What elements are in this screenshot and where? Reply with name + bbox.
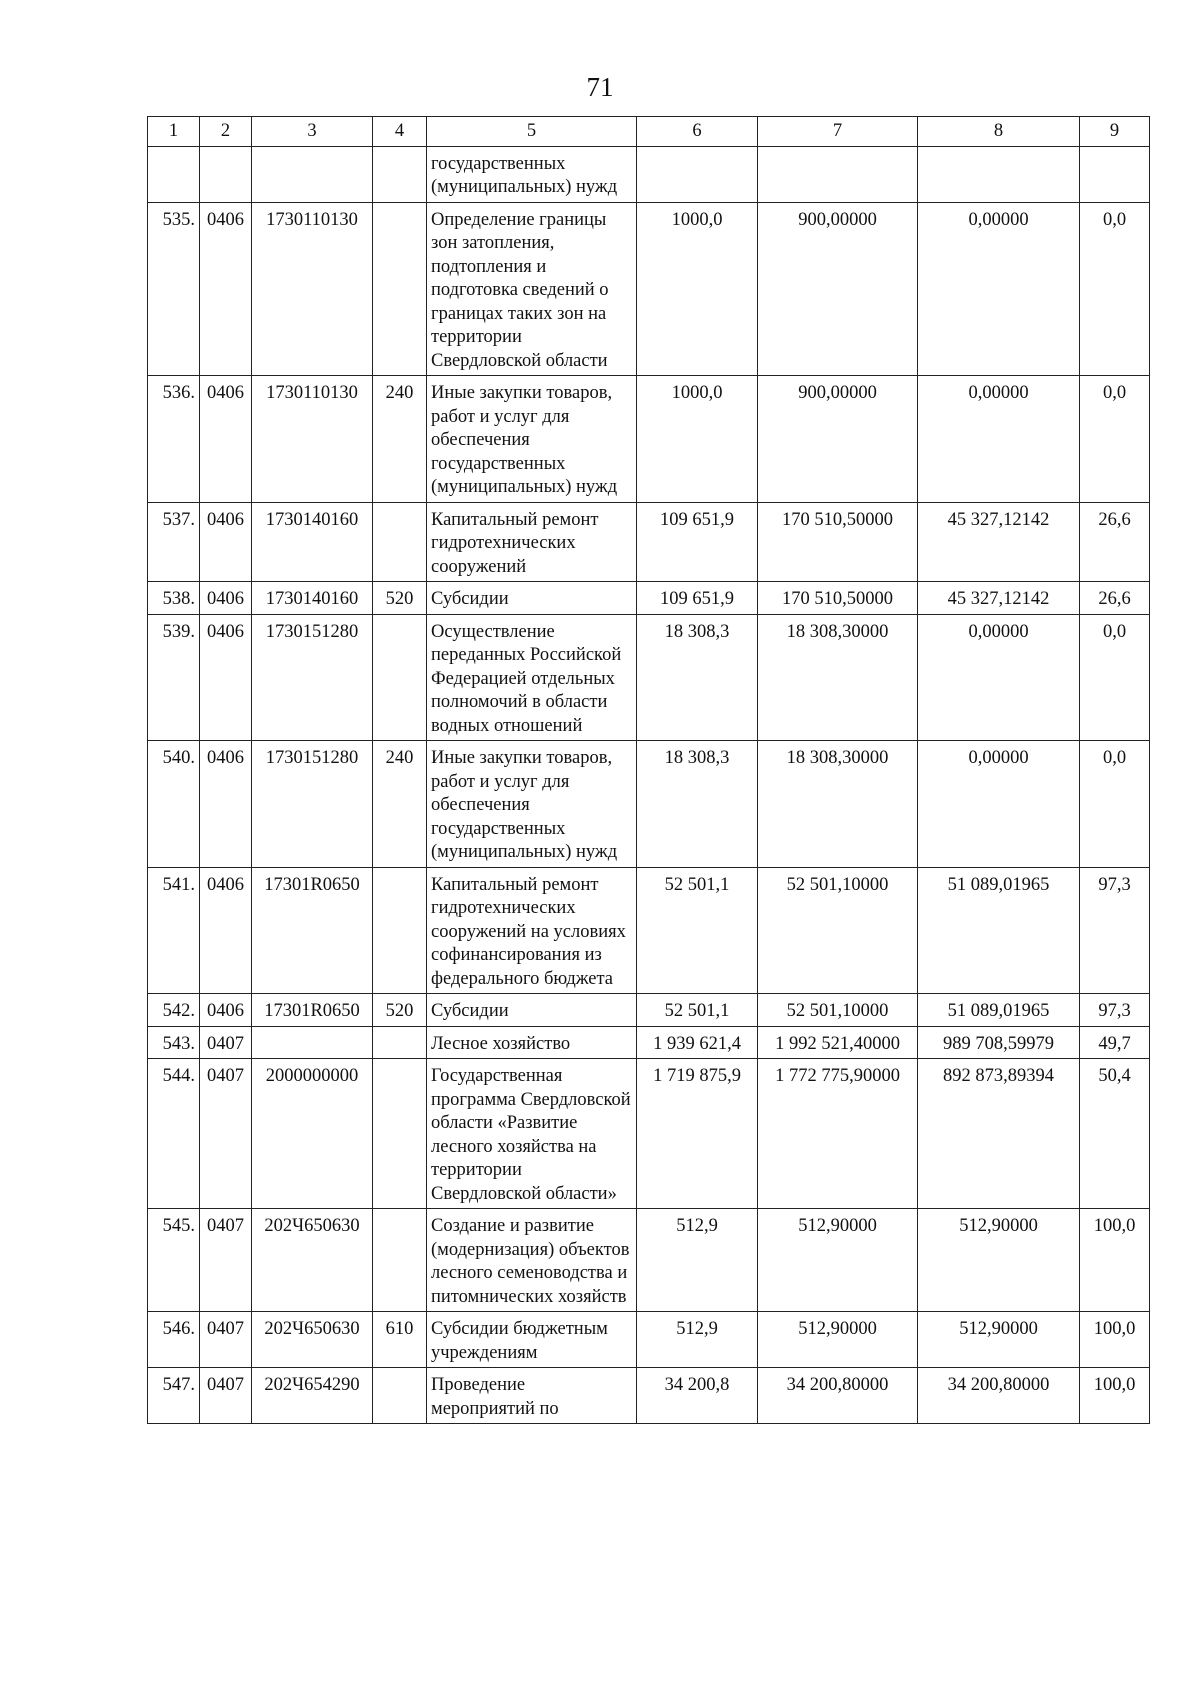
table-row: [148, 376, 1150, 503]
approved-amount: 52 501,10000: [758, 994, 918, 1027]
target-article-code: 202Ч650630: [252, 1312, 373, 1368]
executed-amount: 512,90000: [918, 1312, 1080, 1368]
item-name: Лесное хозяйство: [427, 1026, 637, 1059]
row-number: 540.: [148, 741, 200, 868]
approved-amount: 18 308,30000: [758, 741, 918, 868]
target-article-code: 1730151280: [252, 614, 373, 741]
approved-amount: 1 772 775,90000: [758, 1059, 918, 1209]
approved-amount: 900,00000: [758, 202, 918, 376]
row-number: 542.: [148, 994, 200, 1027]
executed-amount: 51 089,01965: [918, 867, 1080, 994]
section-code: 0407: [200, 1059, 252, 1209]
column-header-6: 6: [637, 117, 758, 147]
section-code: 0406: [200, 502, 252, 582]
execution-percent: 0,0: [1080, 202, 1150, 376]
table-row: [148, 582, 1150, 615]
row-number: 536.: [148, 376, 200, 503]
table-header-row: [148, 117, 1150, 147]
item-name: Определение границы зон затопления, подтопления и подготовка сведений о границах таких зон на территории Свердловской области: [427, 202, 637, 376]
target-article-code: 1730110130: [252, 202, 373, 376]
section-code: 0407: [200, 1026, 252, 1059]
plan-amount: 109 651,9: [637, 582, 758, 615]
approved-amount: 170 510,50000: [758, 502, 918, 582]
expense-type-code: [373, 502, 427, 582]
target-article-code: 17301R0650: [252, 994, 373, 1027]
execution-percent: [1080, 146, 1150, 202]
target-article-code: 1730140160: [252, 502, 373, 582]
item-name: Субсидии: [427, 994, 637, 1027]
row-number: 541.: [148, 867, 200, 994]
item-name: Капитальный ремонт гидротехнических сооружений: [427, 502, 637, 582]
item-name: Осуществление переданных Российской Федерацией отдельных полномочий в области водных отношений: [427, 614, 637, 741]
column-header-3: 3: [252, 117, 373, 147]
target-article-code: 2000000000: [252, 1059, 373, 1209]
target-article-code: 1730151280: [252, 741, 373, 868]
plan-amount: 18 308,3: [637, 741, 758, 868]
executed-amount: 892 873,89394: [918, 1059, 1080, 1209]
item-name: Проведение мероприятий по: [427, 1368, 637, 1424]
table-row: [148, 146, 1150, 202]
target-article-code: [252, 1026, 373, 1059]
column-header-5: 5: [427, 117, 637, 147]
approved-amount: [758, 146, 918, 202]
table-row: [148, 1059, 1150, 1209]
execution-percent: 100,0: [1080, 1368, 1150, 1424]
item-name: Государственная программа Свердловской области «Развитие лесного хозяйства на территории Свердловской области»: [427, 1059, 637, 1209]
table-row: [148, 994, 1150, 1027]
expense-type-code: [373, 1026, 427, 1059]
expense-type-code: 240: [373, 376, 427, 503]
row-number: 546.: [148, 1312, 200, 1368]
item-name: Капитальный ремонт гидротехнических сооружений на условиях софинансирования из федерального бюджета: [427, 867, 637, 994]
table-body: [148, 146, 1150, 1424]
section-code: 0406: [200, 867, 252, 994]
item-name: Иные закупки товаров, работ и услуг для обеспечения государственных (муниципальных) нужд: [427, 376, 637, 503]
execution-percent: 26,6: [1080, 502, 1150, 582]
section-code: 0407: [200, 1368, 252, 1424]
section-code: 0406: [200, 741, 252, 868]
executed-amount: 51 089,01965: [918, 994, 1080, 1027]
section-code: 0407: [200, 1209, 252, 1312]
page-number: 71: [586, 72, 614, 102]
plan-amount: 52 501,1: [637, 867, 758, 994]
table-row: [148, 867, 1150, 994]
target-article-code: [252, 146, 373, 202]
executed-amount: 45 327,12142: [918, 582, 1080, 615]
expense-type-code: 240: [373, 741, 427, 868]
expense-type-code: [373, 614, 427, 741]
column-header-2: 2: [200, 117, 252, 147]
item-name: Создание и развитие (модернизация) объектов лесного семеноводства и питомнических хозяйств: [427, 1209, 637, 1312]
target-article-code: 202Ч650630: [252, 1209, 373, 1312]
executed-amount: 0,00000: [918, 376, 1080, 503]
plan-amount: 1000,0: [637, 202, 758, 376]
column-header-7: 7: [758, 117, 918, 147]
execution-percent: 97,3: [1080, 867, 1150, 994]
expense-type-code: 610: [373, 1312, 427, 1368]
section-code: 0406: [200, 614, 252, 741]
table-row: [148, 502, 1150, 582]
execution-percent: 97,3: [1080, 994, 1150, 1027]
section-code: 0406: [200, 582, 252, 615]
expense-type-code: [373, 1209, 427, 1312]
table-row: [148, 1026, 1150, 1059]
execution-percent: 0,0: [1080, 376, 1150, 503]
plan-amount: 512,9: [637, 1312, 758, 1368]
executed-amount: 0,00000: [918, 202, 1080, 376]
section-code: 0406: [200, 376, 252, 503]
column-header-1: 1: [148, 117, 200, 147]
approved-amount: 900,00000: [758, 376, 918, 503]
row-number: 545.: [148, 1209, 200, 1312]
target-article-code: 1730140160: [252, 582, 373, 615]
expense-type-code: 520: [373, 994, 427, 1027]
plan-amount: 1 939 621,4: [637, 1026, 758, 1059]
column-header-9: 9: [1080, 117, 1150, 147]
budget-table: [147, 116, 1150, 1424]
plan-amount: 34 200,8: [637, 1368, 758, 1424]
expense-type-code: [373, 1059, 427, 1209]
execution-percent: 49,7: [1080, 1026, 1150, 1059]
row-number: 537.: [148, 502, 200, 582]
executed-amount: 0,00000: [918, 614, 1080, 741]
execution-percent: 0,0: [1080, 741, 1150, 868]
item-name: государственных (муниципальных) нужд: [427, 146, 637, 202]
item-name: Субсидии: [427, 582, 637, 615]
section-code: 0407: [200, 1312, 252, 1368]
execution-percent: 100,0: [1080, 1312, 1150, 1368]
column-header-8: 8: [918, 117, 1080, 147]
execution-percent: 100,0: [1080, 1209, 1150, 1312]
executed-amount: 989 708,59979: [918, 1026, 1080, 1059]
approved-amount: 170 510,50000: [758, 582, 918, 615]
table-row: [148, 1312, 1150, 1368]
approved-amount: 18 308,30000: [758, 614, 918, 741]
row-number: 543.: [148, 1026, 200, 1059]
target-article-code: 17301R0650: [252, 867, 373, 994]
plan-amount: 109 651,9: [637, 502, 758, 582]
expense-type-code: 520: [373, 582, 427, 615]
plan-amount: 18 308,3: [637, 614, 758, 741]
expense-type-code: [373, 867, 427, 994]
execution-percent: 50,4: [1080, 1059, 1150, 1209]
row-number: 544.: [148, 1059, 200, 1209]
expense-type-code: [373, 202, 427, 376]
row-number: 539.: [148, 614, 200, 741]
approved-amount: 512,90000: [758, 1209, 918, 1312]
row-number: 547.: [148, 1368, 200, 1424]
expense-type-code: [373, 1368, 427, 1424]
row-number: 535.: [148, 202, 200, 376]
table-row: [148, 614, 1150, 741]
section-code: 0406: [200, 202, 252, 376]
approved-amount: 512,90000: [758, 1312, 918, 1368]
execution-percent: 0,0: [1080, 614, 1150, 741]
table-row: [148, 1209, 1150, 1312]
row-number: [148, 146, 200, 202]
approved-amount: 52 501,10000: [758, 867, 918, 994]
executed-amount: 0,00000: [918, 741, 1080, 868]
executed-amount: [918, 146, 1080, 202]
section-code: 0406: [200, 994, 252, 1027]
item-name: Иные закупки товаров, работ и услуг для обеспечения государственных (муниципальных) нужд: [427, 741, 637, 868]
plan-amount: 1000,0: [637, 376, 758, 503]
target-article-code: 202Ч654290: [252, 1368, 373, 1424]
executed-amount: 34 200,80000: [918, 1368, 1080, 1424]
row-number: 538.: [148, 582, 200, 615]
table-row: [148, 1368, 1150, 1424]
executed-amount: 512,90000: [918, 1209, 1080, 1312]
table-row: [148, 741, 1150, 868]
section-code: [200, 146, 252, 202]
item-name: Субсидии бюджетным учреждениям: [427, 1312, 637, 1368]
executed-amount: 45 327,12142: [918, 502, 1080, 582]
column-header-4: 4: [373, 117, 427, 147]
expense-type-code: [373, 146, 427, 202]
plan-amount: 512,9: [637, 1209, 758, 1312]
plan-amount: [637, 146, 758, 202]
target-article-code: 1730110130: [252, 376, 373, 503]
approved-amount: 1 992 521,40000: [758, 1026, 918, 1059]
approved-amount: 34 200,80000: [758, 1368, 918, 1424]
plan-amount: 1 719 875,9: [637, 1059, 758, 1209]
plan-amount: 52 501,1: [637, 994, 758, 1027]
table-row: [148, 202, 1150, 376]
execution-percent: 26,6: [1080, 582, 1150, 615]
